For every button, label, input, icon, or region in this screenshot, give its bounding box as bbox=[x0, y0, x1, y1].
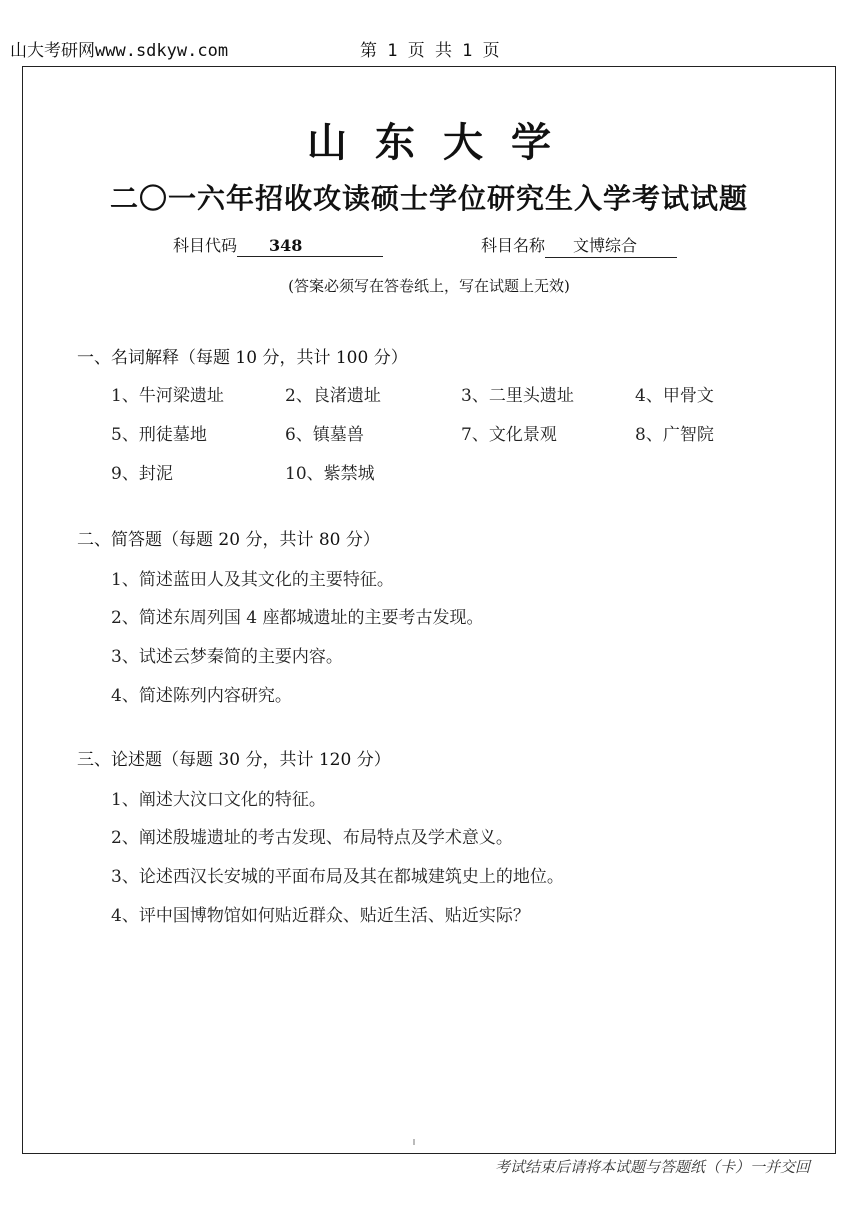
term-item: 4、甲骨文 bbox=[635, 386, 714, 406]
answer-notice: (答案必须写在答卷纸上，写在试题上无效) bbox=[288, 277, 570, 295]
section-3-heading: 三、论述题（每题 30 分，共计 120 分） bbox=[77, 750, 391, 770]
term-item: 9、封泥 bbox=[111, 464, 173, 484]
page-count: 第 1 页 共 1 页 bbox=[360, 41, 500, 61]
footer-note: 考试结束后请将本试题与答题纸（卡）一并交回 bbox=[494, 1158, 810, 1176]
question-item: 1、阐述大汶口文化的特征。 bbox=[111, 790, 326, 810]
university-title: 山东大学 bbox=[307, 120, 579, 166]
subject-name-value: 文博综合 bbox=[545, 233, 677, 258]
term-item: 10、紫禁城 bbox=[285, 464, 375, 484]
subject-code bbox=[173, 233, 383, 257]
section-1-heading: 一、名词解释（每题 10 分，共计 100 分） bbox=[77, 348, 408, 368]
term-item: 1、牛河梁遗址 bbox=[111, 386, 224, 406]
subject-name bbox=[481, 233, 677, 258]
site-name: 山大考研网www.sdkyw.com bbox=[10, 41, 229, 61]
subject-name-label: 科目名称 bbox=[481, 236, 546, 255]
term-item: 2、良渚遗址 bbox=[285, 386, 381, 406]
term-item: 3、二里头遗址 bbox=[461, 386, 574, 406]
subject-code-label: 科目代码 bbox=[173, 236, 238, 255]
term-item: 5、刑徒墓地 bbox=[111, 425, 207, 445]
term-item: 8、广智院 bbox=[635, 425, 714, 445]
question-item: 3、试述云梦秦简的主要内容。 bbox=[111, 647, 343, 667]
question-item: 4、简述陈列内容研究。 bbox=[111, 686, 292, 706]
question-item: 2、阐述殷墟遗址的考古发现、布局特点及学术意义。 bbox=[111, 828, 513, 848]
section-2-heading: 二、简答题（每题 20 分，共计 80 分） bbox=[77, 530, 380, 550]
term-item: 6、镇墓兽 bbox=[285, 425, 364, 445]
question-item: 2、简述东周列国 4 座都城遗址的主要考古发现。 bbox=[111, 608, 484, 628]
page-header bbox=[10, 36, 500, 61]
term-item: 7、文化景观 bbox=[461, 425, 557, 445]
question-item: 4、评中国博物馆如何贴近群众、贴近生活、贴近实际？ bbox=[111, 906, 530, 926]
question-item: 1、简述蓝田人及其文化的主要特征。 bbox=[111, 570, 394, 590]
scan-mark bbox=[413, 1139, 415, 1145]
exam-title: 二〇一六年招收攻读硕士学位研究生入学考试试题 bbox=[109, 182, 748, 215]
exam-sheet bbox=[22, 66, 836, 1154]
subject-code-value: 348 bbox=[237, 236, 383, 257]
question-item: 3、论述西汉长安城的平面布局及其在都城建筑史上的地位。 bbox=[111, 867, 564, 887]
